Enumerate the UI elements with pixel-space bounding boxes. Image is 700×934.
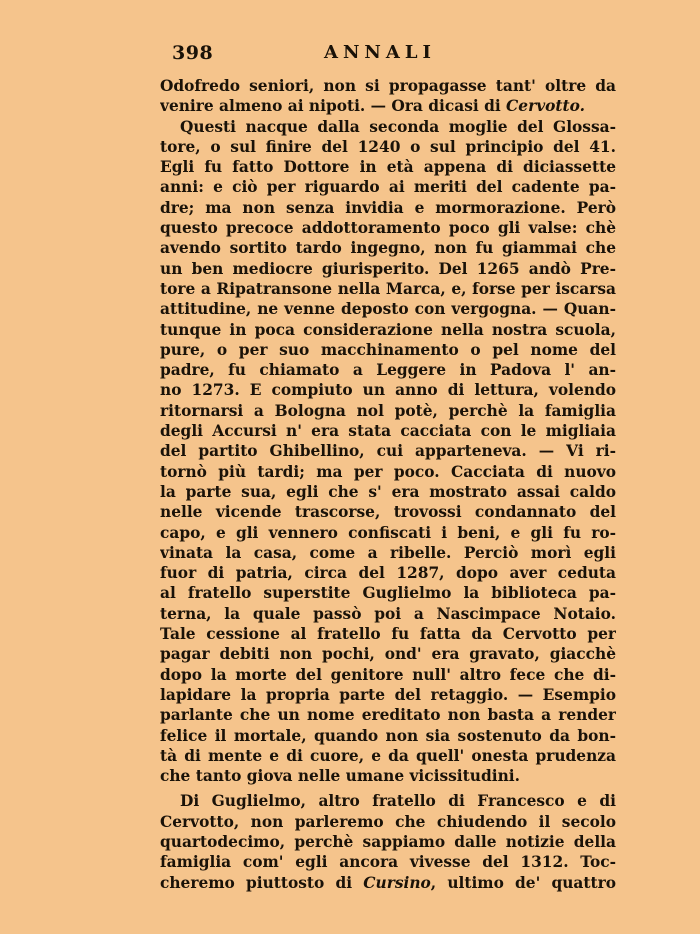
text-line: tore, o sul finire del 1240 o sul principio del 41. (160, 137, 616, 156)
text-line: attitudine, ne venne deposto con vergogna. — Quan- (160, 300, 616, 319)
text-line: quartodecimo, perchè sappiamo dalle notizie della (160, 832, 616, 851)
text-line: pagar debiti non pochi, ond' era gravato, giacchè (160, 645, 616, 664)
text-line: un ben mediocre giurisperito. Del 1265 andò Pre- (160, 259, 616, 278)
text-line: avendo sortito tardo ingegno, non fu giammai che (160, 239, 616, 258)
body-text (160, 76, 616, 893)
text-segment: cheremo piuttosto di (160, 873, 364, 892)
text-line: degli Accursi n' era stata cacciata con le migliaia (160, 422, 616, 441)
text-line: Tale cessione al fratello fu fatta da Cervotto per (160, 625, 616, 644)
text-line (160, 873, 616, 893)
paragraph-start-line: Di Guglielmo, altro fratello di Francesco e di (180, 792, 616, 811)
text-line: felice il mortale, quando non sia sostenuto da bon- (160, 726, 616, 745)
text-line: padre, fu chiamato a Leggere in Padova l' an- (160, 361, 616, 380)
text-line: ritornarsi a Bologna nol potè, perchè la famiglia (160, 401, 616, 420)
text-line: Egli fu fatto Dottore in età appena di diciassette (160, 158, 616, 177)
text-line: tornò più tardi; ma per poco. Cacciata di nuovo (160, 462, 616, 481)
running-title: ANNALI (324, 42, 436, 63)
text-line: questo precoce addottoramento poco gli valse: chè (160, 219, 616, 238)
text-line: famiglia com' egli ancora vivesse del 1312. Toc- (160, 853, 616, 872)
text-line: dopo la morte del genitore null' altro fece che di- (160, 665, 616, 684)
text-line: al fratello superstite Guglielmo la biblioteca pa- (160, 584, 616, 603)
text-line: del partito Ghibellino, cui apparteneva. — Vi ri- (160, 442, 616, 461)
paragraph-start-line: Questi nacque dalla seconda moglie del Glossa- (180, 117, 616, 136)
text-line: dre; ma non senza invidia e mormorazione. Però (160, 198, 616, 217)
text-line: capo, e gli vennero confiscati i beni, e gli fu ro- (160, 523, 616, 542)
text-line: fuor di patria, circa del 1287, dopo aver ceduta (160, 564, 616, 583)
text-line: vinata la casa, come a ribelle. Perciò morì egli (160, 543, 616, 562)
text-segment: , ultimo de' quattro (430, 873, 616, 892)
text-line: che tanto giova nelle umane vicissitudini. (160, 767, 520, 786)
text-line: la parte sua, egli che s' era mostrato assai caldo (160, 482, 616, 501)
text-line: parlante che un nome ereditato non basta a render (160, 706, 616, 725)
text-line: anni: e ciò per riguardo ai meriti del cadente pa- (160, 178, 616, 197)
text-line: Odofredo seniori, non si propagasse tant' oltre da (160, 77, 616, 95)
italic-name: Cursino (363, 873, 431, 892)
text-line: tà di mente e di cuore, e da quell' onesta prudenza (160, 746, 616, 765)
text-line: Cervotto, non parleremo che chiudendo il secolo (160, 812, 616, 831)
text-line: terna, la quale passò poi a Nascimpace Notaio. (160, 604, 616, 623)
text-line (160, 96, 616, 116)
text-line: tunque in poca considerazione nella nostra scuola, (160, 320, 616, 339)
page-number: 398 (172, 42, 214, 64)
italic-name: Cervotto. (506, 97, 585, 116)
text-line: tore a Ripatransone nella Marca, e, forse per iscarsa (160, 279, 616, 298)
text-line: pure, o per suo macchinamento o pel nome del (160, 340, 616, 359)
page-header (172, 36, 612, 68)
text-line: nelle vicende trascorse, trovossi condannato del (160, 503, 616, 522)
text-line: no 1273. E compiuto un anno di lettura, volendo (160, 381, 616, 400)
text-line: lapidare la propria parte del retaggio. — Esempio (160, 685, 616, 704)
text-segment: venire almeno ai nipoti. — Ora dicasi di (160, 97, 507, 116)
